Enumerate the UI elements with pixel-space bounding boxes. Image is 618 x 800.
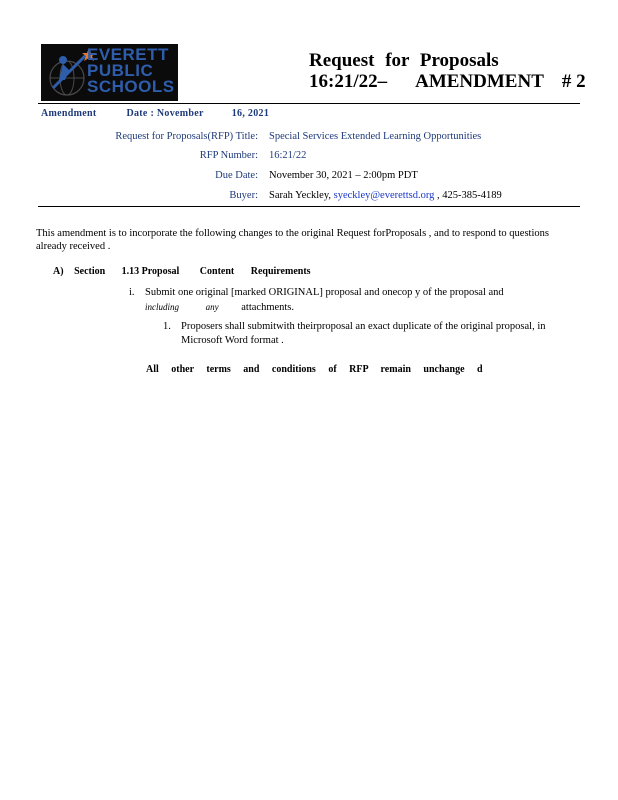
info-divider: [38, 206, 580, 207]
section-content: Content: [199, 266, 235, 277]
section-heading: [53, 266, 311, 277]
info-label: Request for Proposals(RFP) Title:: [115, 131, 258, 142]
info-value: November 30, 2021 – 2:00pm PDT: [269, 170, 418, 181]
amendment-label: Amendment: [41, 108, 97, 119]
section-title: 1.13 Proposal: [121, 266, 180, 277]
section-word: Section: [74, 266, 106, 277]
amendment-date-line: [41, 108, 269, 119]
buyer-name: Sarah Yeckley,: [269, 190, 332, 201]
item-text: Submit one original [marked ORIGINAL] proposal and onecop y of the proposal and including any attachments.: [145, 287, 504, 313]
closing-statement: All other terms and conditions of RFP remain unchange d: [146, 364, 483, 375]
struck-item-text: Proposers shall submitwith theirproposal an exact duplicate of the original proposal, in Microsoft Word format .: [181, 321, 546, 346]
date-label: Date : November: [126, 108, 204, 119]
buyer-email-link[interactable]: syeckley@everettsd.org: [333, 190, 435, 201]
rfp-number-title: 16:21/22–: [309, 71, 388, 92]
section-requirements: Requirements: [250, 266, 311, 277]
item-number: i.: [129, 287, 135, 298]
info-value: Special Services Extended Learning Opportunities: [269, 131, 482, 142]
info-label: Due Date:: [215, 170, 258, 181]
header-divider: [38, 103, 580, 104]
document-subtitle: [309, 71, 586, 93]
amendment-number: # 2: [561, 71, 586, 92]
struck-item-number: 1.: [163, 321, 171, 332]
district-logo: [41, 44, 178, 101]
buyer-contact: [269, 190, 502, 201]
amendment-title: AMENDMENT: [415, 71, 544, 92]
buyer-phone: , 425-385-4189: [434, 190, 502, 201]
document-title: Request for Proposals: [309, 50, 499, 71]
info-label: RFP Number:: [199, 150, 258, 161]
intro-paragraph: This amendment is to incorporate the following changes to the original Request forProposals , and to respond to questions already received .: [36, 228, 549, 252]
info-value: 16:21/22: [269, 150, 307, 161]
section-letter: A): [53, 266, 64, 277]
info-label: Buyer:: [229, 190, 258, 201]
date-value: 16, 2021: [231, 108, 270, 119]
logo-wordmark: EVERETT PUBLIC SCHOOLS: [87, 45, 175, 96]
